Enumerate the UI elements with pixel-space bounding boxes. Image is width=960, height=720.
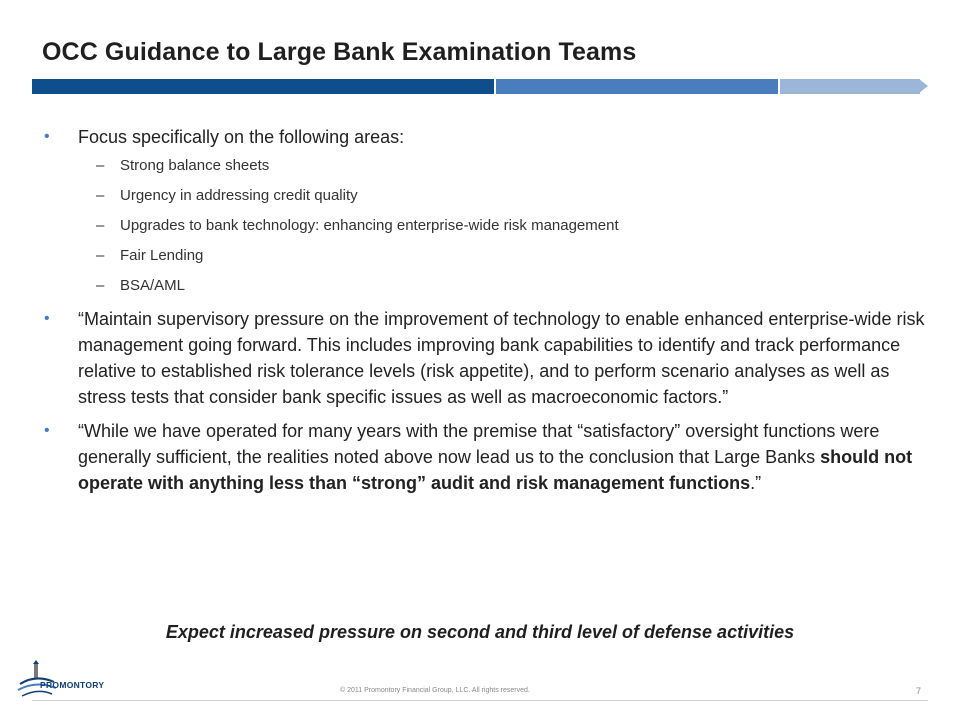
bullet-dot-icon: •: [44, 310, 50, 327]
header-bar-light: [780, 79, 920, 94]
dash-icon: –: [96, 157, 105, 174]
header-bar-mid: [496, 79, 778, 94]
dash-icon: –: [96, 277, 105, 294]
dash-icon: –: [96, 187, 105, 204]
lighthouse-icon: [18, 660, 56, 696]
header-arrow-icon: [919, 79, 928, 93]
sub-item-text: Upgrades to bank technology: enhancing enterprise-wide risk management: [120, 217, 619, 234]
sub-item: [78, 156, 932, 176]
dash-icon: –: [96, 247, 105, 264]
bullet-text: “Maintain supervisory pressure on the improvement of technology to enable enhanced enterprise-wide risk management going forward. This includes improving bank capabilities to identify and track performance relative to established risk tolerance levels (risk appetite), and to perform scenario analyses as well as stress tests that consider bank specific issues as well as macroeconomic factors.”: [78, 309, 925, 407]
bullet-dot-icon: •: [44, 128, 50, 145]
sub-item: [78, 186, 932, 206]
bullet-text-bold: should not operate with anything less than “strong” audit and risk management functions: [78, 447, 913, 493]
bullet-strong-functions-quote: [42, 418, 932, 496]
bullet-text-prefix: “While we have operated for many years with the premise that “satisfactory” oversight functions were generally sufficient, the realities noted above now lead us to the conclusion that Large Banks: [78, 421, 880, 467]
dash-icon: –: [96, 217, 105, 234]
bullet-text-suffix: .”: [750, 473, 762, 493]
sub-item: [78, 276, 932, 296]
page-number: 7: [916, 686, 922, 696]
sub-item-text: Urgency in addressing credit quality: [120, 187, 358, 204]
sub-item-text: BSA/AML: [120, 277, 186, 294]
logo-text: PROMONTORY: [40, 680, 105, 690]
sub-item-text: Strong balance sheets: [120, 157, 270, 174]
conclusion-statement: Expect increased pressure on second and third level of defense activities: [165, 622, 795, 642]
bullet-supervisory-quote: [42, 306, 932, 410]
sub-item-text: Fair Lending: [120, 247, 204, 264]
sub-list: [78, 156, 932, 296]
slide-title: OCC Guidance to Large Bank Examination Teams: [42, 38, 637, 66]
sub-item: [78, 246, 932, 266]
footer-divider: [32, 700, 928, 701]
bullet-dot-icon: •: [44, 422, 50, 439]
slide-body: [42, 124, 932, 496]
copyright-text: © 2011 Promontory Financial Group, LLC. All rights reserved.: [340, 687, 530, 694]
sub-item: [78, 216, 932, 236]
header-bar-dark: [32, 79, 494, 94]
bullet-text: Focus specifically on the following areas:: [78, 127, 405, 147]
bullet-focus-areas: [42, 124, 932, 296]
